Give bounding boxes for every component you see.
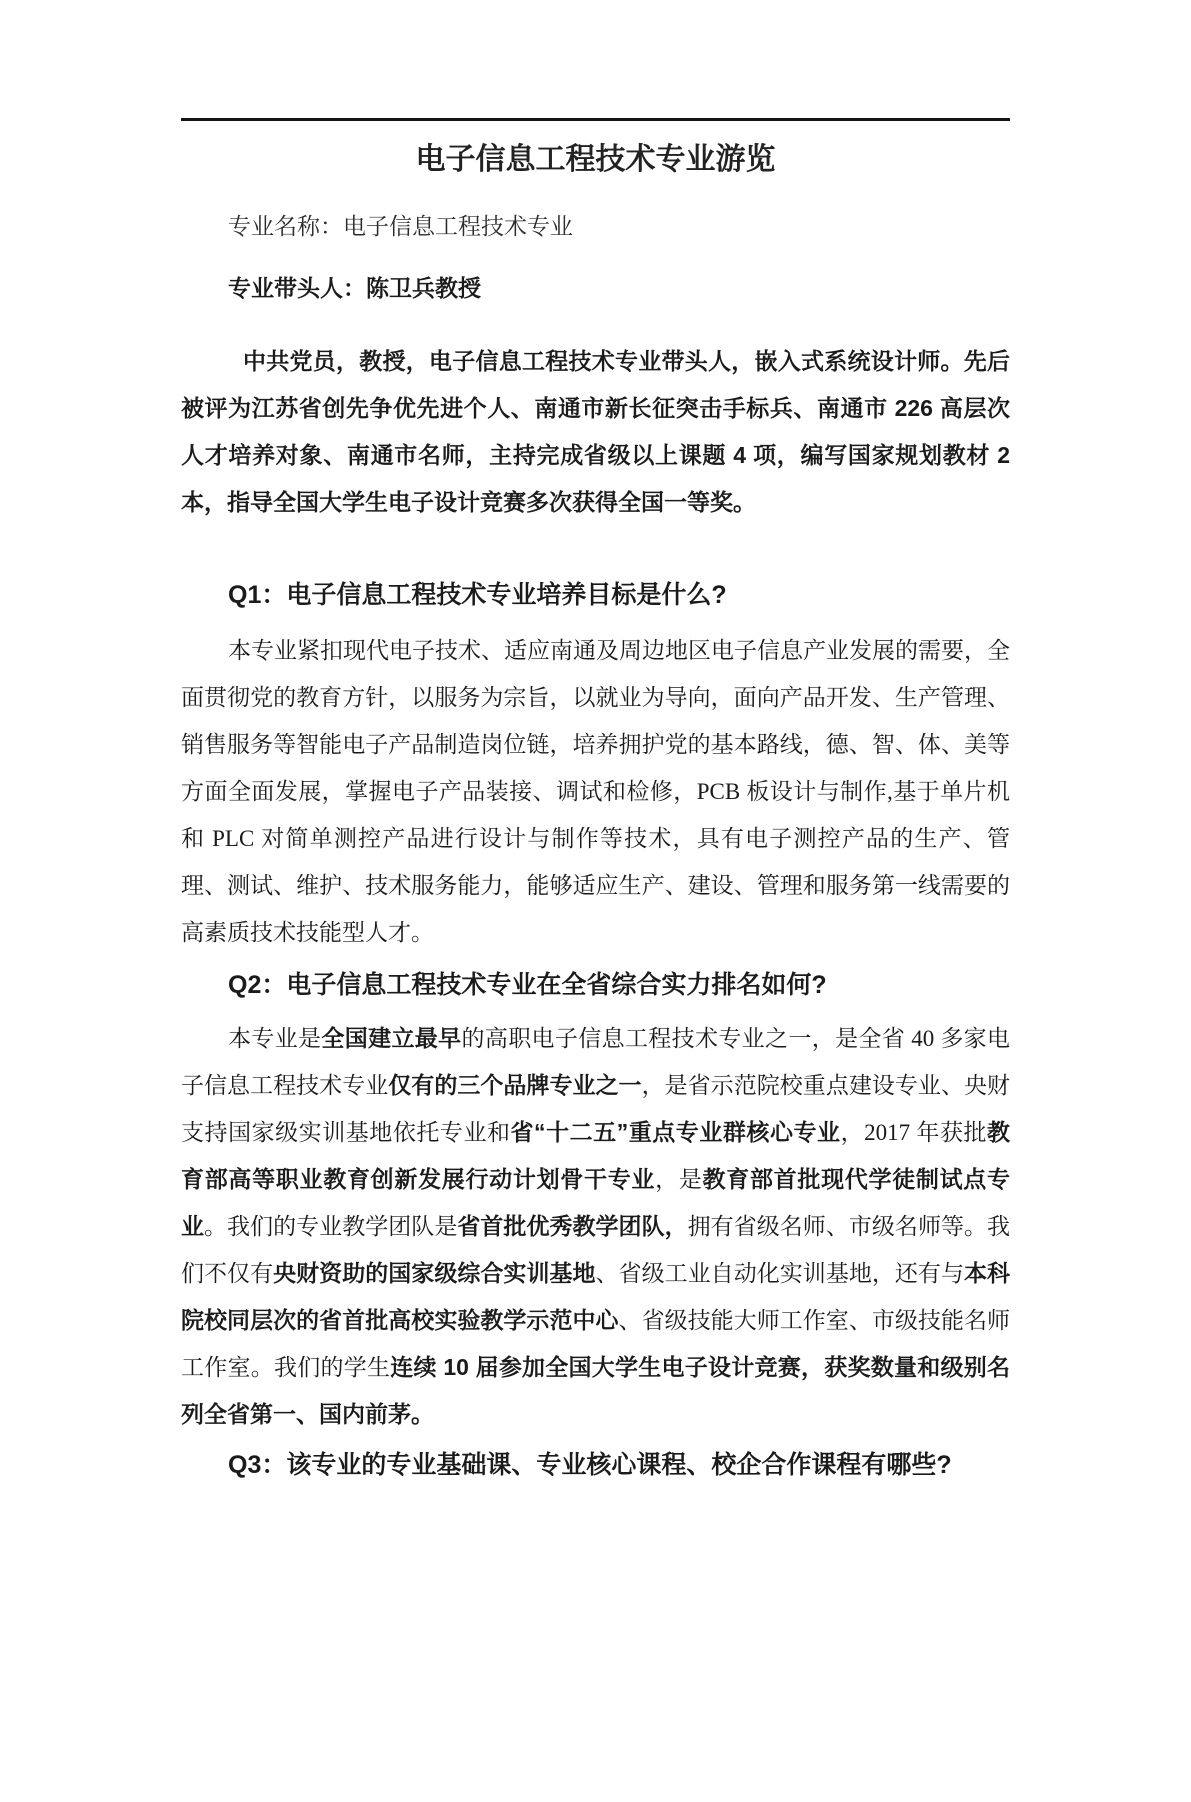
question-q1: Q1：电子信息工程技术专业培养目标是什么? [228,581,727,609]
answer-q2 [181,1015,1010,1438]
bold-text-run: 连续 10 届参加全国大学生电子设计竞赛，获奖数量和级别名列全省第一、国内前茅。 [181,1354,1010,1427]
question-q2: Q2：电子信息工程技术专业在全省综合实力排名如何? [228,971,827,999]
text-run: ，2017 年获批 [840,1120,988,1145]
answer-q1 [181,627,1010,956]
text-run: 本专业紧扣现代电子技术、适应南通及周边地区电子信息产业发展的需要，全面贯彻党的教育方针，以服务为宗旨，以就业为导向，面向产品开发、生产管理、销售服务等智能电子产品制造岗位链，培养拥护党的基本路线，德、智、体、美等方面全面发展，掌握电子产品装接、调试和检修，PCB 板设计与制作,基于单片机和 PLC 对简单测控产品进行设计与制作等技术，具有电子测控产品的生产、管理、测试、维护、技术服务能力，能够适应生产、建设、管理和服务第一线需要的高素质技术技能型人才。 [181,638,1010,945]
text-run: 本专业是 [228,1026,322,1051]
bold-text-run: 央财资助的国家级综合实训基地 [273,1260,596,1286]
major-name-line: 专业名称：电子信息工程技术专业 [228,213,573,239]
major-leader-line: 专业带头人：陈卫兵教授 [228,275,481,301]
text-run: 拥有省级名师、市级名师等。我们不仅有 [181,1214,1011,1286]
qa-section-q2 [181,962,1010,1438]
bold-text-run: 全国建立最早 [321,1025,462,1051]
header-divider-rule [181,118,1010,121]
question-q3: Q3：该专业的专业基础课、专业核心课程、校企合作课程有哪些? [228,1451,952,1479]
bold-text-run: 省首批优秀教学团队， [457,1213,688,1239]
qa-section-q3 [181,1442,1010,1489]
document-content [181,118,1010,1489]
text-run: 。我们的专业教学团队是 [204,1214,458,1239]
document-title: 电子信息工程技术专业游览 [415,143,776,176]
leader-bio-paragraph: 中共党员，教授，电子信息工程技术专业带头人，嵌入式系统设计师。先后被评为江苏省创先争优先进个人、南通市新长征突击手标兵、南通市 226 高层次人才培养对象、南通市名师，主持完成省级以上课题 4 项，编写国家规划教材 2 本，指导全国大学生电子设计竞赛多次获得全国一等奖。 [181,348,1010,515]
text-run: 的高职电子信息工程技术专业之一，是全省 40 多家电子信息工程技术专业 [181,1026,1011,1098]
text-run: 、省级工业自动化实训基地，还有与 [595,1261,964,1286]
text-run: 、省级技能大师工作室、市级技能名师工作室。我们的学生 [181,1308,1011,1380]
bold-text-run: 本科院校同层次的省首批高校实验教学示范中心 [181,1260,1011,1333]
bold-text-run: 仅有的三个品牌专业之一 [388,1072,642,1098]
text-run: ，是省示范院校重点建设专业、央财支持国家级实训基地依托专业和 [181,1073,1011,1145]
document-page [0,118,1191,1802]
text-run: ，是 [655,1167,703,1192]
bold-text-run: 省“十二五”重点专业群核心专业 [510,1119,841,1145]
bold-text-run: 教育部首批现代学徒制试点专业 [181,1166,1011,1239]
bold-text-run: 教育部高等职业教育创新发展行动计划骨干专业 [181,1119,1011,1192]
qa-section-q1 [181,572,1010,956]
